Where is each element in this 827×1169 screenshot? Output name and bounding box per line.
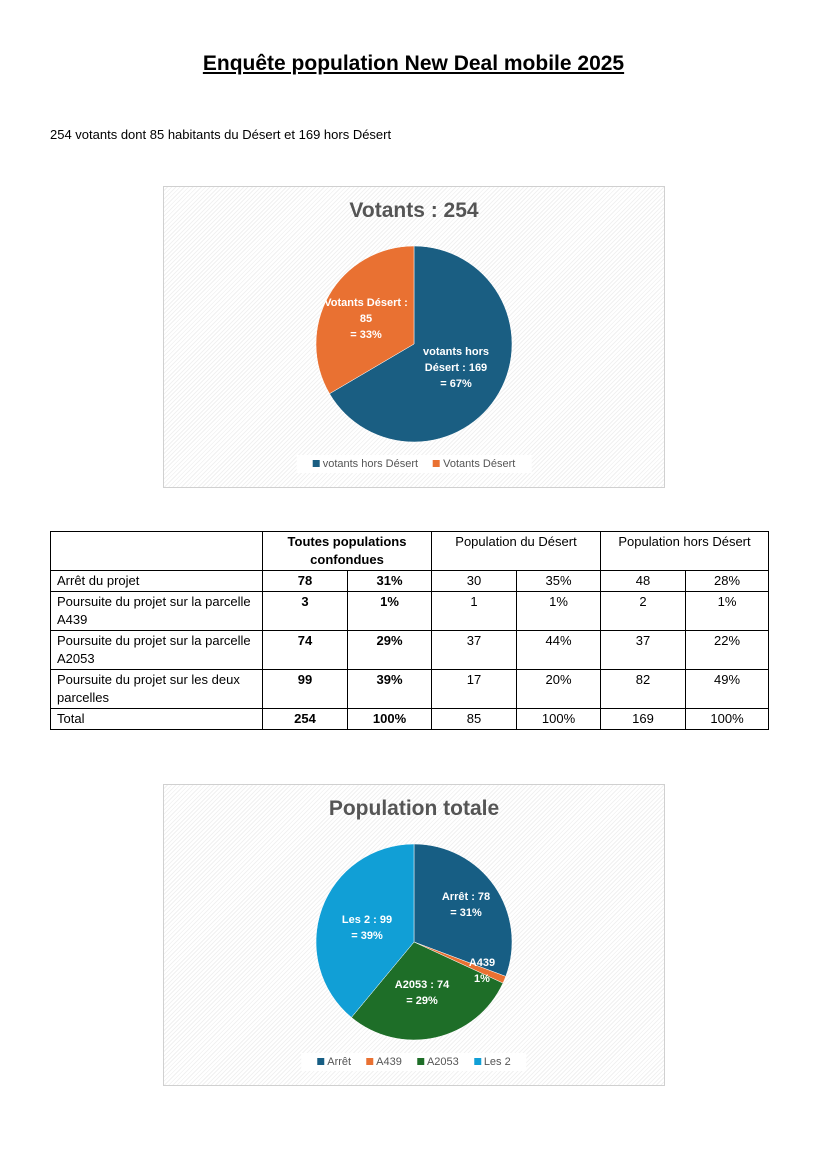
label-line: = 39%: [351, 930, 383, 942]
slice-label-les2: [342, 912, 392, 944]
table-cell: 20%: [517, 670, 601, 709]
table-cell: 31%: [348, 571, 432, 592]
label-line: = 33%: [350, 329, 382, 341]
table-cell: 37: [432, 631, 517, 670]
label-line: A2053 : 74: [394, 979, 450, 991]
legend-label: Arrêt: [327, 1056, 352, 1068]
table-cell: 100%: [686, 709, 769, 730]
chart-title: Population totale: [328, 797, 500, 820]
table-cell: Arrêt du projet: [51, 571, 263, 592]
table-cell: 85: [432, 709, 517, 730]
table-cell: 35%: [517, 571, 601, 592]
table-cell: 169: [601, 709, 686, 730]
label-line: Les 2 : 99: [341, 914, 393, 926]
legend-item: [313, 458, 418, 470]
table-cell: 100%: [348, 709, 432, 730]
legend-swatch: [317, 1058, 324, 1065]
slice-label-hors-desert: [423, 344, 489, 392]
label-line: A439: [468, 957, 496, 969]
table-cell: 2: [601, 592, 686, 631]
pie-svg: [164, 785, 664, 1085]
table-cell: Poursuite du projet sur les deux parcelles: [51, 670, 263, 709]
table-header-cell: Population hors Désert: [601, 532, 769, 571]
table-cell: 100%: [517, 709, 601, 730]
table-row: [51, 709, 769, 730]
label-line: Votants Désert :: [324, 297, 408, 309]
slice-label-desert: [324, 295, 408, 343]
legend-label: votants hors Désert: [322, 458, 419, 470]
label-line: 85: [359, 313, 373, 325]
table-cell: 99: [263, 670, 348, 709]
label-line: = 31%: [450, 907, 482, 919]
table-cell: 39%: [348, 670, 432, 709]
table-cell: 254: [263, 709, 348, 730]
table-row: [51, 631, 769, 670]
population-pie-chart: [163, 784, 665, 1086]
slice-label-a2053: [395, 977, 449, 1009]
legend-swatch: [313, 460, 320, 467]
table-cell: 1%: [517, 592, 601, 631]
legend-item: [474, 1056, 511, 1068]
votants-pie-chart: [163, 186, 665, 488]
table-cell: 44%: [517, 631, 601, 670]
chart-title: Votants : 254: [349, 199, 479, 222]
table-row: [51, 571, 769, 592]
table-cell: 74: [263, 631, 348, 670]
legend-label: A2053: [426, 1056, 459, 1068]
table-cell: Poursuite du projet sur la parcelle A439: [51, 592, 263, 631]
table-cell: 29%: [348, 631, 432, 670]
page-title: Enquête population New Deal mobile 2025: [202, 52, 625, 75]
legend-label: Les 2: [483, 1056, 511, 1068]
table-row: [51, 592, 769, 631]
results-table: [50, 531, 769, 730]
slice-label-a439: [469, 955, 495, 987]
table-cell: 82: [601, 670, 686, 709]
label-line: votants hors: [422, 346, 490, 358]
table-cell: 22%: [686, 631, 769, 670]
legend-item: [317, 1056, 351, 1068]
table-cell: Total: [51, 709, 263, 730]
legend-swatch: [366, 1058, 373, 1065]
legend-swatch: [433, 460, 440, 467]
chart-legend: [301, 1053, 526, 1071]
table-cell: 28%: [686, 571, 769, 592]
table-header-cell: Toutes populations confondues: [263, 532, 432, 571]
label-line: = 67%: [440, 378, 472, 390]
table-cell: 1%: [686, 592, 769, 631]
legend-item: [433, 458, 515, 470]
label-line: Arrêt : 78: [441, 891, 491, 903]
pie-svg: [164, 187, 664, 487]
legend-swatch: [474, 1058, 481, 1065]
table-cell: 48: [601, 571, 686, 592]
intro-text: 254 votants dont 85 habitants du Désert et 169 hors Désert: [50, 127, 392, 142]
legend-swatch: [417, 1058, 424, 1065]
slice-label-arret: [442, 889, 490, 921]
table-cell: 30: [432, 571, 517, 592]
table-cell: 78: [263, 571, 348, 592]
table-cell: 49%: [686, 670, 769, 709]
table-cell: 3: [263, 592, 348, 631]
legend-item: [417, 1056, 459, 1068]
label-line: = 29%: [406, 995, 438, 1007]
table-header-row: [51, 532, 769, 571]
table-cell: 37: [601, 631, 686, 670]
label-line: Désert : 169: [424, 362, 488, 374]
table-header-cell: Population du Désert: [432, 532, 601, 571]
table-cell: 1: [432, 592, 517, 631]
legend-label: Votants Désert: [443, 458, 516, 470]
table-cell: 1%: [348, 592, 432, 631]
table-header-cell: [51, 532, 263, 571]
legend-label: A439: [376, 1056, 402, 1068]
table-row: [51, 670, 769, 709]
table-cell: 17: [432, 670, 517, 709]
table-cell: Poursuite du projet sur la parcelle A2053: [51, 631, 263, 670]
label-line: 1%: [474, 973, 490, 985]
chart-legend: [297, 455, 532, 473]
legend-item: [366, 1056, 402, 1068]
